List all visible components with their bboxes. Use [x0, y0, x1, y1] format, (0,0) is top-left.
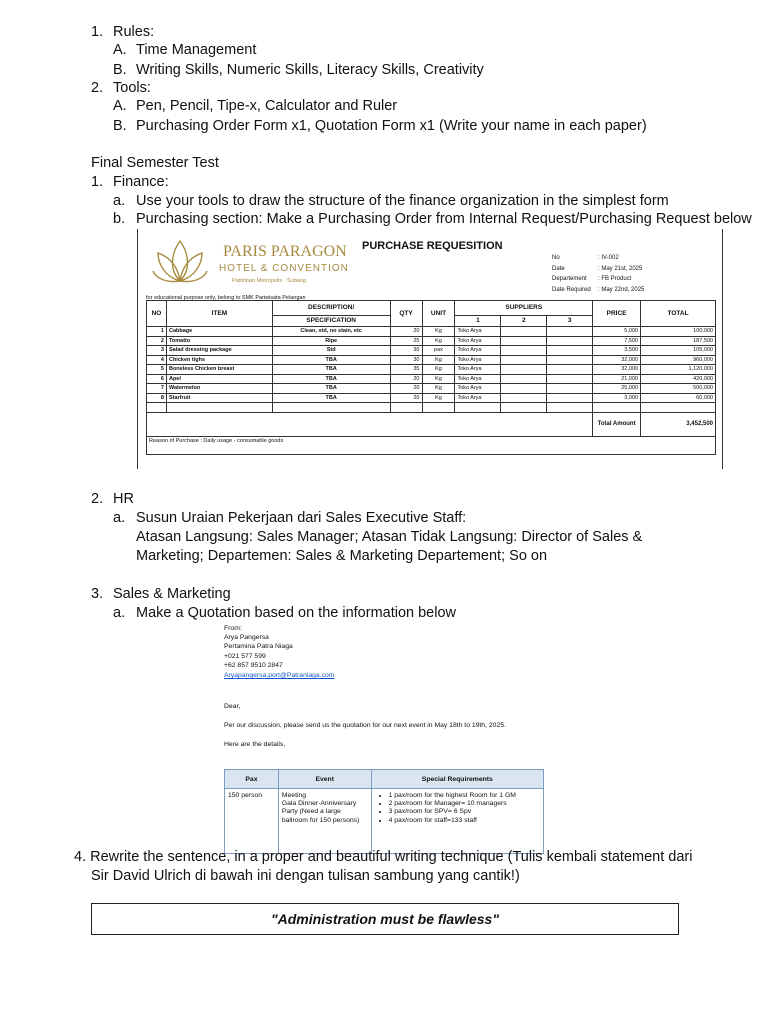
row-qty: 20 [390, 327, 422, 337]
email-from-company: Pertamina Patra Niaga [224, 643, 293, 650]
th-specification: SPECIFICATION [272, 316, 390, 327]
row-total: 187,500 [641, 336, 716, 346]
tools-item-b-marker: B. [113, 118, 127, 134]
event-line: Gala Dinner-Anniversary [281, 800, 357, 808]
email-greeting: Dear, [224, 703, 241, 710]
row-supplier: Toko Arya [455, 374, 501, 384]
row-supplier: Toko Arya [455, 393, 501, 403]
row-supplier: Toko Arya [455, 384, 501, 394]
table-row [147, 374, 716, 384]
sales-a: Make a Quotation based on the information below [136, 605, 457, 621]
reason-of-purchase: Reason of Purchase : Daily usage - consumable goods [147, 436, 716, 454]
rules-item-b: Writing Skills, Numeric Skills, Literacy Skills, Creativity [136, 62, 484, 78]
meta-value-date-required: : May 22nd, 2025 [598, 287, 645, 293]
finance-number: 1. [91, 174, 104, 190]
th-price: PRICE [593, 301, 641, 327]
row-spec: TBA [272, 384, 390, 394]
q4-line1: 4. Rewrite the sentence, in a proper and beautiful writing technique (Tulis kembali statement dari [74, 849, 693, 865]
requirement-item: • 3 pax/room for SPV= 6 Spv [389, 808, 540, 816]
row-price: 25,000 [593, 384, 641, 394]
row-no: 6 [147, 374, 167, 384]
row-total: 500,000 [641, 384, 716, 394]
sales-number: 3. [91, 586, 104, 602]
row-no: 4 [147, 355, 167, 365]
finance-a-marker: a. [113, 193, 126, 209]
hr-a-marker: a. [113, 510, 126, 526]
row-supplier: Toko Arya [455, 365, 501, 375]
row-price: 5,000 [593, 327, 641, 337]
row-total: 60,000 [641, 393, 716, 403]
row-total: 420,000 [641, 374, 716, 384]
row-item: Salad dressing package [166, 346, 272, 356]
finance-b: Purchasing section: Make a Purchasing Order from Internal Request/Purchasing Request below [136, 211, 752, 227]
row-no: 3 [147, 346, 167, 356]
th-unit: UNIT [422, 301, 455, 327]
requirement-item: • 2 pax/room for Manager= 10 managers [389, 800, 540, 808]
row-unit: Kg [422, 327, 455, 337]
meta-value-department: : FB Product [598, 276, 632, 282]
requirement-item: • 4 pax/room for staff=133 staff [389, 817, 540, 825]
row-qty: 20 [390, 384, 422, 394]
row-qty: 30 [390, 346, 422, 356]
th-item: ITEM [166, 301, 272, 327]
quotation-table [224, 769, 544, 854]
row-supplier: Toko Arya [455, 327, 501, 337]
row-no: 8 [147, 393, 167, 403]
row-item: Starfruit [166, 393, 272, 403]
table-row [147, 393, 716, 403]
row-qty: 20 [390, 374, 422, 384]
th-event: Event [278, 770, 371, 789]
row-price: 7,500 [593, 336, 641, 346]
hr-a-line1: Susun Uraian Pekerjaan dari Sales Executive Staff: [136, 510, 467, 526]
form-title: PURCHASE REQUESITION [362, 240, 503, 252]
row-qty: 20 [390, 393, 422, 403]
row-spec: Ripe [272, 336, 390, 346]
hr-number: 2. [91, 491, 104, 507]
row-spec: TBA [272, 365, 390, 375]
event-line: Party (Need a large [281, 808, 341, 816]
rules-heading: Rules: [113, 24, 155, 40]
row-no: 5 [147, 365, 167, 375]
row-no: 2 [147, 336, 167, 346]
row-price: 21,000 [593, 374, 641, 384]
logo-name: PARIS PARAGON [223, 243, 347, 260]
rules-item-b-marker: B. [113, 62, 127, 78]
th-supplier-3: 3 [547, 316, 593, 327]
table-row [147, 336, 716, 346]
meta-label-date: Date [552, 266, 565, 272]
educational-note: for educational purpose only, belong to SMK Pariwisata Pelangan [146, 295, 306, 301]
tools-item-b: Purchasing Order Form x1, Quotation Form x1 (Write your name in each paper) [136, 118, 647, 134]
row-item: Boneless Chicken breast [166, 365, 272, 375]
row-spec: Std [272, 346, 390, 356]
row-spec: TBA [272, 393, 390, 403]
row-unit: Kg [422, 355, 455, 365]
email-from-mobile: +62 857 9510 2847 [224, 662, 283, 669]
row-spec: Clean, std, no stain, etc [272, 327, 390, 337]
finance-a: Use your tools to draw the structure of the finance organization in the simplest form [136, 193, 669, 209]
row-price: 3,000 [593, 393, 641, 403]
meta-value-date: : May 21st, 2025 [598, 266, 643, 272]
row-spec: TBA [272, 355, 390, 365]
lotus-logo-icon [152, 237, 208, 285]
row-no: 7 [147, 384, 167, 394]
pax-value: 150 person [225, 789, 279, 854]
row-price: 32,000 [593, 355, 641, 365]
tools-item-a-marker: A. [113, 98, 127, 114]
table-row [147, 346, 716, 356]
row-unit: Kg [422, 374, 455, 384]
row-unit: Kg [422, 384, 455, 394]
th-description: DESCRIPTION/ [272, 301, 390, 316]
sales-heading: Sales & Marketing [113, 586, 231, 602]
row-item: Watermelon [166, 384, 272, 394]
row-qty: 25 [390, 336, 422, 346]
email-link[interactable]: Aryapangersa.port@Patraniaga.com [224, 672, 335, 679]
event-line: Meeting [281, 792, 307, 799]
email-from-name: Arya Pangersa [224, 634, 269, 641]
th-pax: Pax [225, 770, 279, 789]
row-qty: 35 [390, 365, 422, 375]
table-row [147, 384, 716, 394]
row-item: Cabbage [166, 327, 272, 337]
row-item: Chicken tighs [166, 355, 272, 365]
meta-value-no: : IV-002 [598, 255, 619, 261]
row-total: 960,000 [641, 355, 716, 365]
logo-subtitle: HOTEL & CONVENTION [219, 263, 349, 274]
test-title: Final Semester Test [91, 155, 219, 171]
th-supplier-2: 2 [501, 316, 547, 327]
row-unit: Kg [422, 365, 455, 375]
meta-label-date-required: Date Required [552, 287, 591, 293]
event-line: ballroom for 150 persons) [281, 816, 360, 824]
row-total: 105,000 [641, 346, 716, 356]
row-total: 100,000 [641, 327, 716, 337]
row-price: 3,500 [593, 346, 641, 356]
total-amount-value: 3,452,500 [641, 412, 716, 436]
requirement-item: • 1 pax/room for the highest Room for 1 GM [389, 792, 540, 800]
meta-label-no: No [552, 255, 560, 261]
quote-box [91, 903, 679, 935]
finance-heading: Finance: [113, 174, 169, 190]
table-row [147, 355, 716, 365]
row-total: 1,120,000 [641, 365, 716, 375]
rules-item-a-marker: A. [113, 42, 127, 58]
hr-a-line3: Marketing; Departemen: Sales & Marketing Departement; So on [136, 548, 548, 564]
row-unit: Kg [422, 393, 455, 403]
tools-heading: Tools: [113, 80, 151, 96]
table-row [147, 327, 716, 337]
row-supplier: Toko Arya [455, 355, 501, 365]
row-item: Tomatto [166, 336, 272, 346]
logo-location: Patimban Metropolis · Subang [232, 278, 306, 284]
meta-label-department: Departement [552, 276, 587, 282]
total-amount-label: Total Amount [593, 412, 641, 436]
th-no: NO [147, 301, 167, 327]
email-from-label: From: [224, 625, 242, 632]
rules-item-a: Time Management [136, 42, 257, 58]
th-total: TOTAL [641, 301, 716, 327]
purchase-requisition-form [137, 229, 723, 469]
tools-item-a: Pen, Pencil, Tipe-x, Calculator and Ruler [136, 98, 398, 114]
th-qty: QTY [390, 301, 422, 327]
th-suppliers: SUPPLIERS [455, 301, 593, 316]
rules-number: 1. [91, 24, 104, 40]
finance-b-marker: b. [113, 211, 126, 227]
row-supplier: Toko Arya [455, 346, 501, 356]
th-special-requirements: Special Requirements [371, 770, 543, 789]
row-supplier: Toko Arya [455, 336, 501, 346]
tools-number: 2. [91, 80, 104, 96]
purchase-table [146, 300, 716, 455]
email-from-phone: +021 577 599 [224, 653, 266, 660]
table-row [147, 365, 716, 375]
row-qty: 30 [390, 355, 422, 365]
row-item: Apel [166, 374, 272, 384]
email-body: Per our discussion, please send us the quotation for our next event in May 18th to 19th, 2025. [224, 722, 506, 729]
q4-line2: Sir David Ulrich di bawah ini dengan tulisan sambung yang cantik!) [91, 868, 520, 884]
quote-text: "Administration must be flawless" [271, 911, 499, 927]
th-supplier-1: 1 [455, 316, 501, 327]
email-details: Here are the details, [224, 741, 286, 748]
row-no: 1 [147, 327, 167, 337]
row-unit: pax [422, 346, 455, 356]
row-price: 32,000 [593, 365, 641, 375]
sales-a-marker: a. [113, 605, 126, 621]
hr-heading: HR [113, 491, 134, 507]
hr-a-line2: Atasan Langsung: Sales Manager; Atasan Tidak Langsung: Director of Sales & [136, 529, 643, 545]
row-spec: TBA [272, 374, 390, 384]
row-unit: Kg [422, 336, 455, 346]
